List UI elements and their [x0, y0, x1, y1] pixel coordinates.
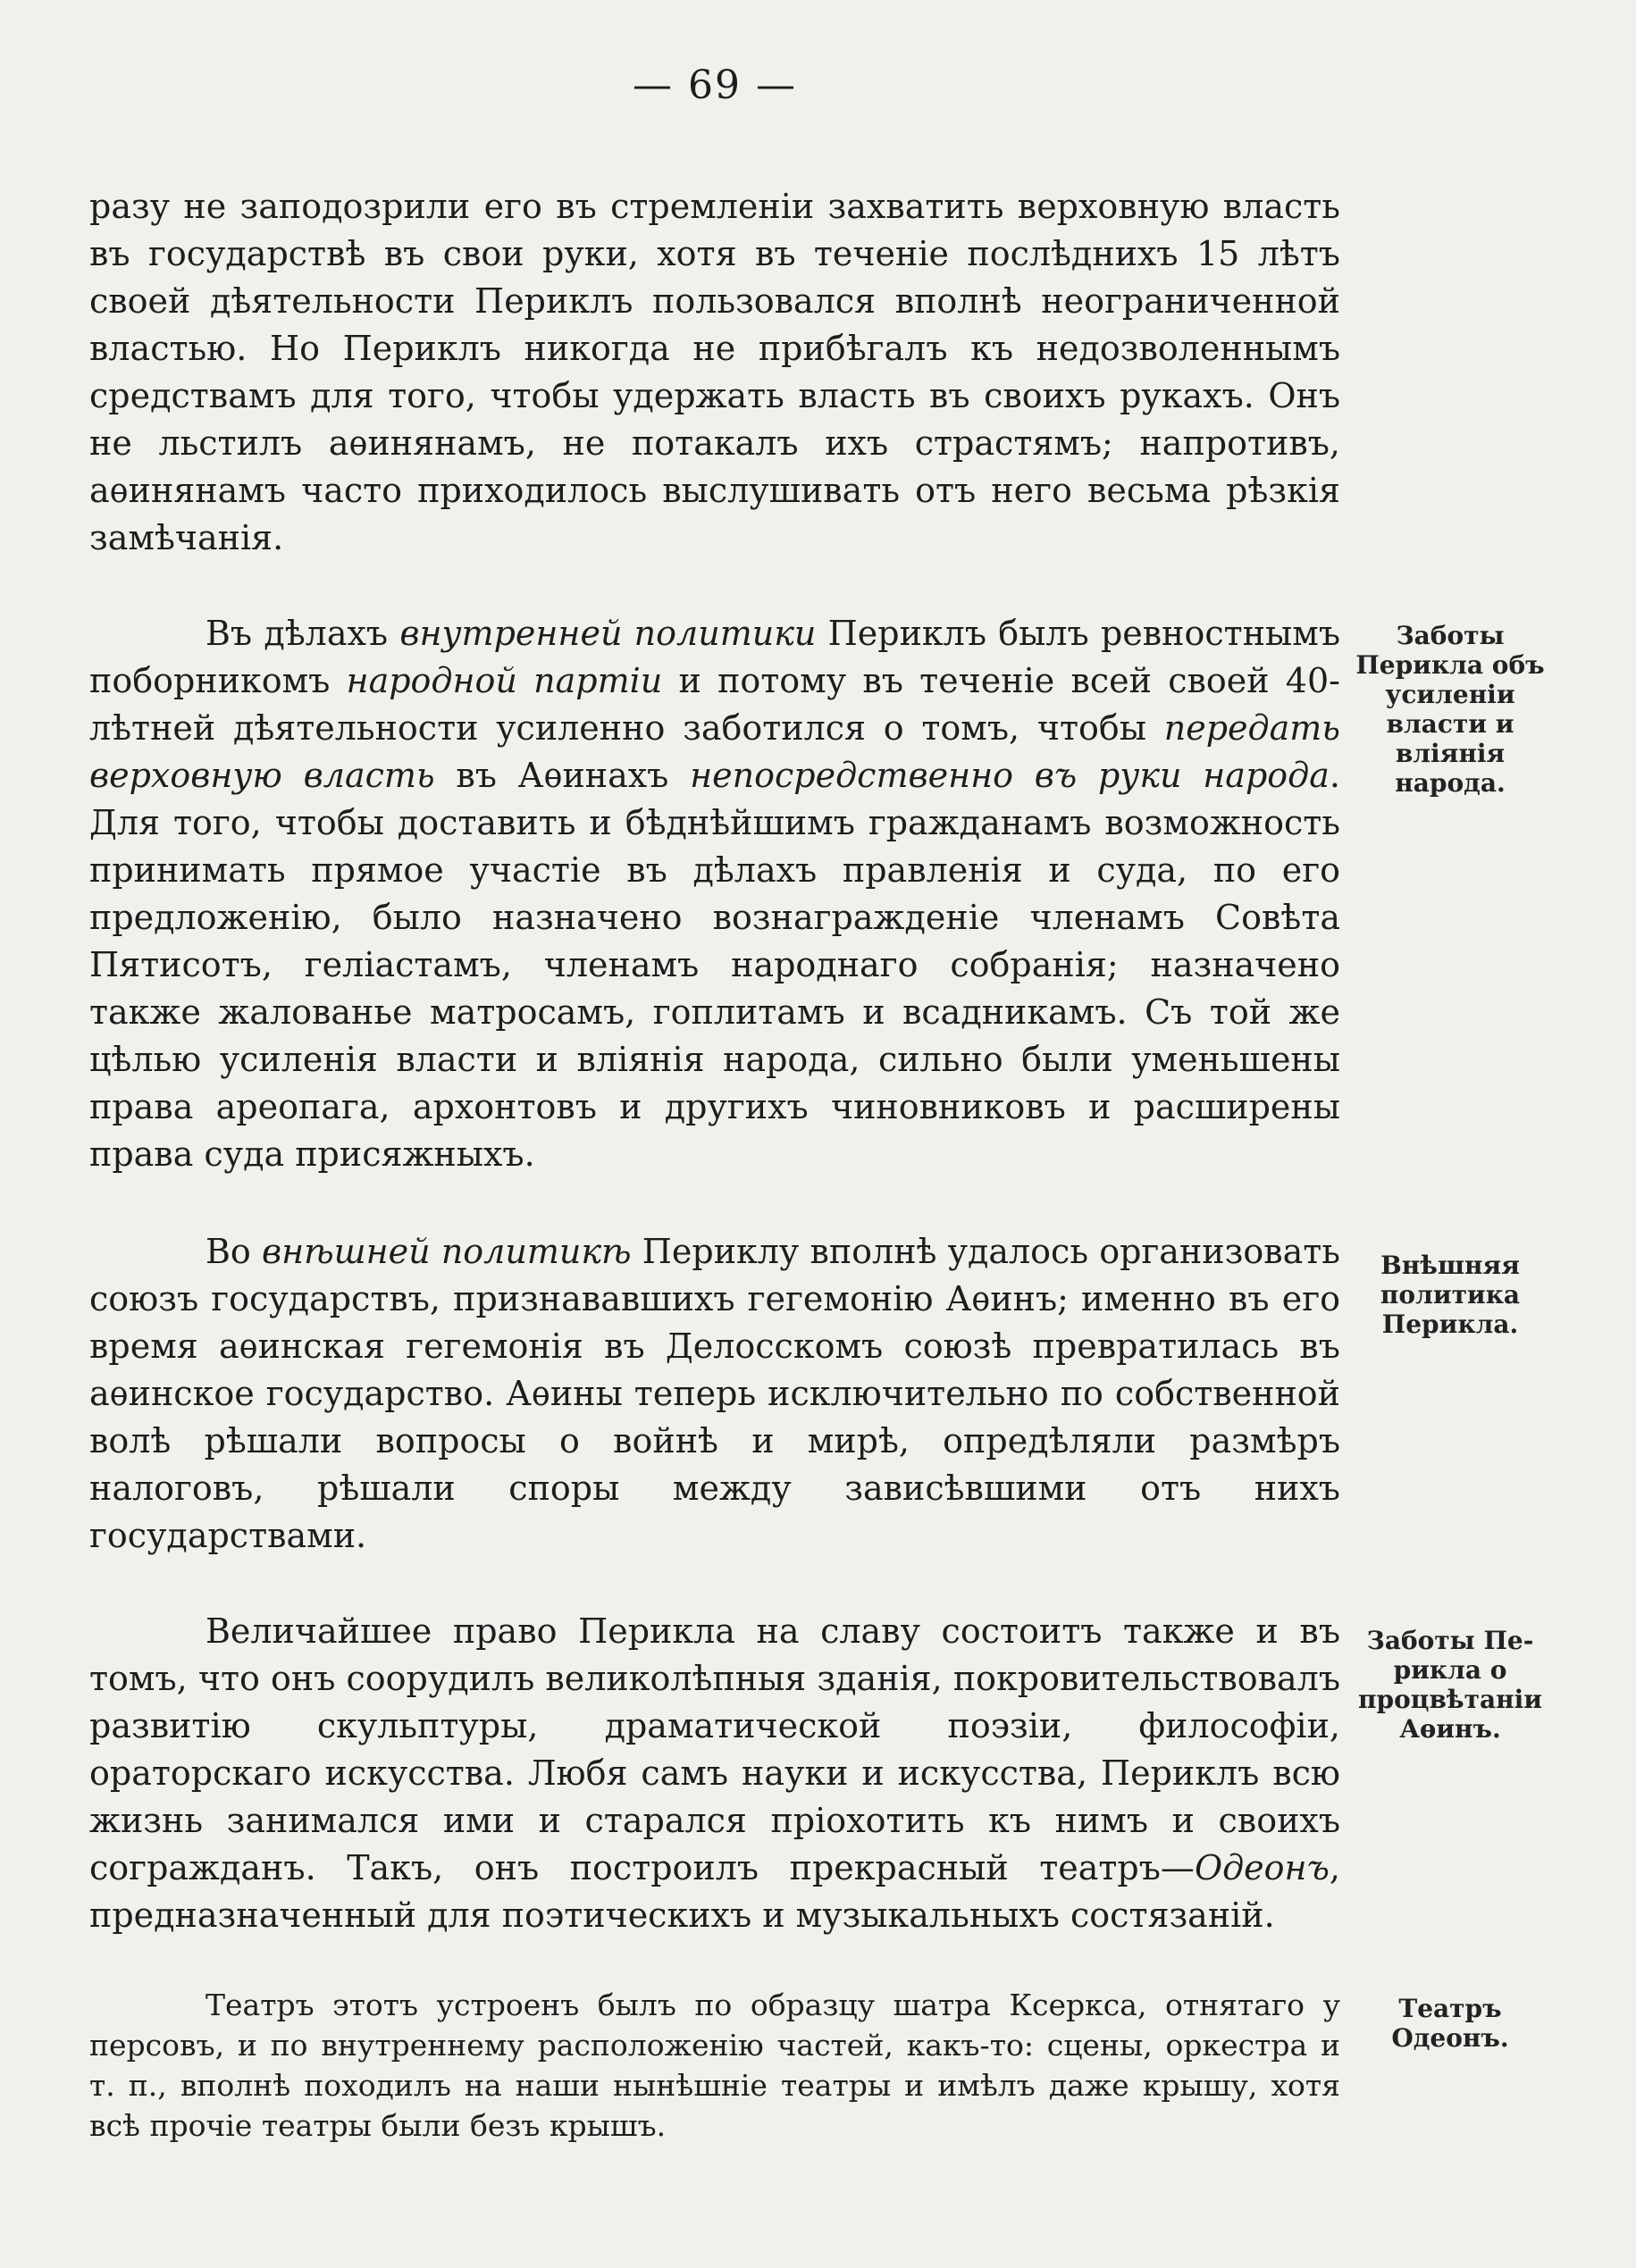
body-text: Периклу вполнѣ удалось организовать союзъ государствъ, признававшихъ гегемонію Аѳинъ; именно въ его время аѳинская гегемонія въ Делосскомъ союзѣ превратилась въ аѳинское государство. Аѳины теперь исключительно по собственной волѣ рѣшали вопросы о войнѣ и мирѣ, опредѣляли размѣръ налоговъ, рѣшали споры между зависѣвшими отъ нихъ государствами.: [89, 1232, 1340, 1555]
paragraph-internal-policy: [89, 610, 1340, 1178]
margin-note-line: вліянія: [1395, 739, 1506, 768]
body-text: Периклъ былъ ревностнымъ поборникомъ: [89, 614, 1340, 700]
body-text: Величайшее право Перикла на славу состоитъ также и въ томъ, что онъ соорудилъ великолѣпныя зданія, покровительствовалъ развитію скульптуры, драматической поэзіи, философіи, ораторскаго искусства. Любя самъ науки и искусства, Периклъ всю жизнь занимался ими и старался пріохотить къ нимъ и своихъ согражданъ. Такъ, онъ построилъ прекрасный театръ—: [89, 1611, 1340, 1887]
margin-note-line: рикла о: [1393, 1655, 1507, 1685]
margin-note-line: Перикла.: [1381, 1310, 1519, 1339]
margin-note-line: Театръ: [1398, 1994, 1502, 2023]
margin-note-line: Одеонъ.: [1391, 2023, 1509, 2053]
margin-note-line: Внѣшняя: [1380, 1251, 1520, 1280]
margin-note-line: процвѣтаніи: [1358, 1685, 1542, 1714]
margin-note-line: Перикла объ: [1355, 650, 1545, 680]
page-number: — 69 —: [633, 63, 797, 108]
margin-note-foreign-policy: [1347, 1251, 1553, 1339]
paragraph-foreign-policy: [89, 1228, 1340, 1560]
margin-note-line: Аѳинъ.: [1399, 1714, 1501, 1744]
body-text: Въ дѣлахъ: [206, 614, 400, 653]
margin-note-line: власти и: [1386, 709, 1514, 739]
margin-note-line: Заботы Пе-: [1366, 1626, 1534, 1655]
body-text: разу не заподозрили его въ стремленіи захватить верховную власть въ государствѣ въ свои руки, хотя въ теченіе послѣднихъ 15 лѣтъ своей дѣятельности Периклъ пользовался вполнѣ неограниченной властью. Но Периклъ никогда не прибѣгалъ къ недозволеннымъ средствамъ для того, чтобы удержать власть въ своихъ рукахъ. Онъ не льстилъ аѳинянамъ, не потакалъ ихъ страстямъ; напротивъ, аѳинянамъ часто приходилось выслушивать отъ него весьма рѣзкія замѣчанія.: [89, 187, 1340, 557]
body-text: . Для того, чтобы доставить и бѣднѣйшимъ гражданамъ возможность принимать прямое участіе въ дѣлахъ правленія и суда, по его предложенію, было назначено вознагражденіе членамъ Совѣта Пятисотъ, геліастамъ, членамъ народнаго собранія; назначено также жалованье матросамъ, гоплитамъ и всадникамъ. Съ той же цѣлью усиленія власти и вліянія народа, сильно были уменьшены права ареопага, архонтовъ и другихъ чиновниковъ и расширены права суда присяжныхъ.: [89, 756, 1340, 1174]
margin-note-line: народа.: [1395, 768, 1506, 798]
body-text: и потому въ теченіе всей своей 40-лѣтней дѣятельности усиленно заботился о томъ, чтобы: [89, 661, 1340, 748]
body-text: въ Аѳинахъ: [434, 756, 691, 795]
margin-note-people-power: [1347, 621, 1553, 798]
margin-note-line: политика: [1380, 1280, 1521, 1310]
body-text: , предназначенный для поэтическихъ и музыкальныхъ состязаній.: [89, 1848, 1340, 1935]
margin-note-odeon: [1347, 1994, 1553, 2053]
body-text: Театръ этотъ устроенъ былъ по образцу шатра Ксеркса, отнятаго у персовъ, и по внутреннему расположенію частей, какъ-то: сцены, оркестра и т. п., вполнѣ походилъ на наши нынѣшніе театры и имѣлъ даже крышу, хотя всѣ прочіе театры были безъ крышъ.: [89, 1988, 1340, 2143]
emphasis-text: внѣшней политикѣ: [261, 1232, 632, 1271]
paragraph-odeon-theatre: [89, 1985, 1340, 2146]
margin-note-line: усиленіи: [1385, 680, 1515, 709]
emphasis-text: народной партіи: [346, 661, 663, 700]
margin-note-flourishing-athens: [1347, 1626, 1553, 1744]
margin-note-line: Заботы: [1396, 621, 1505, 650]
emphasis-text: непосредственно въ руки народа: [690, 756, 1330, 795]
emphasis-text: передать верховную власть: [89, 708, 1340, 795]
paragraph-continuation: [89, 183, 1340, 562]
emphasis-text: Одеонъ: [1194, 1848, 1330, 1887]
emphasis-text: внутренней политики: [399, 614, 817, 653]
paragraph-buildings: [89, 1608, 1340, 1939]
body-text: Во: [206, 1232, 262, 1271]
